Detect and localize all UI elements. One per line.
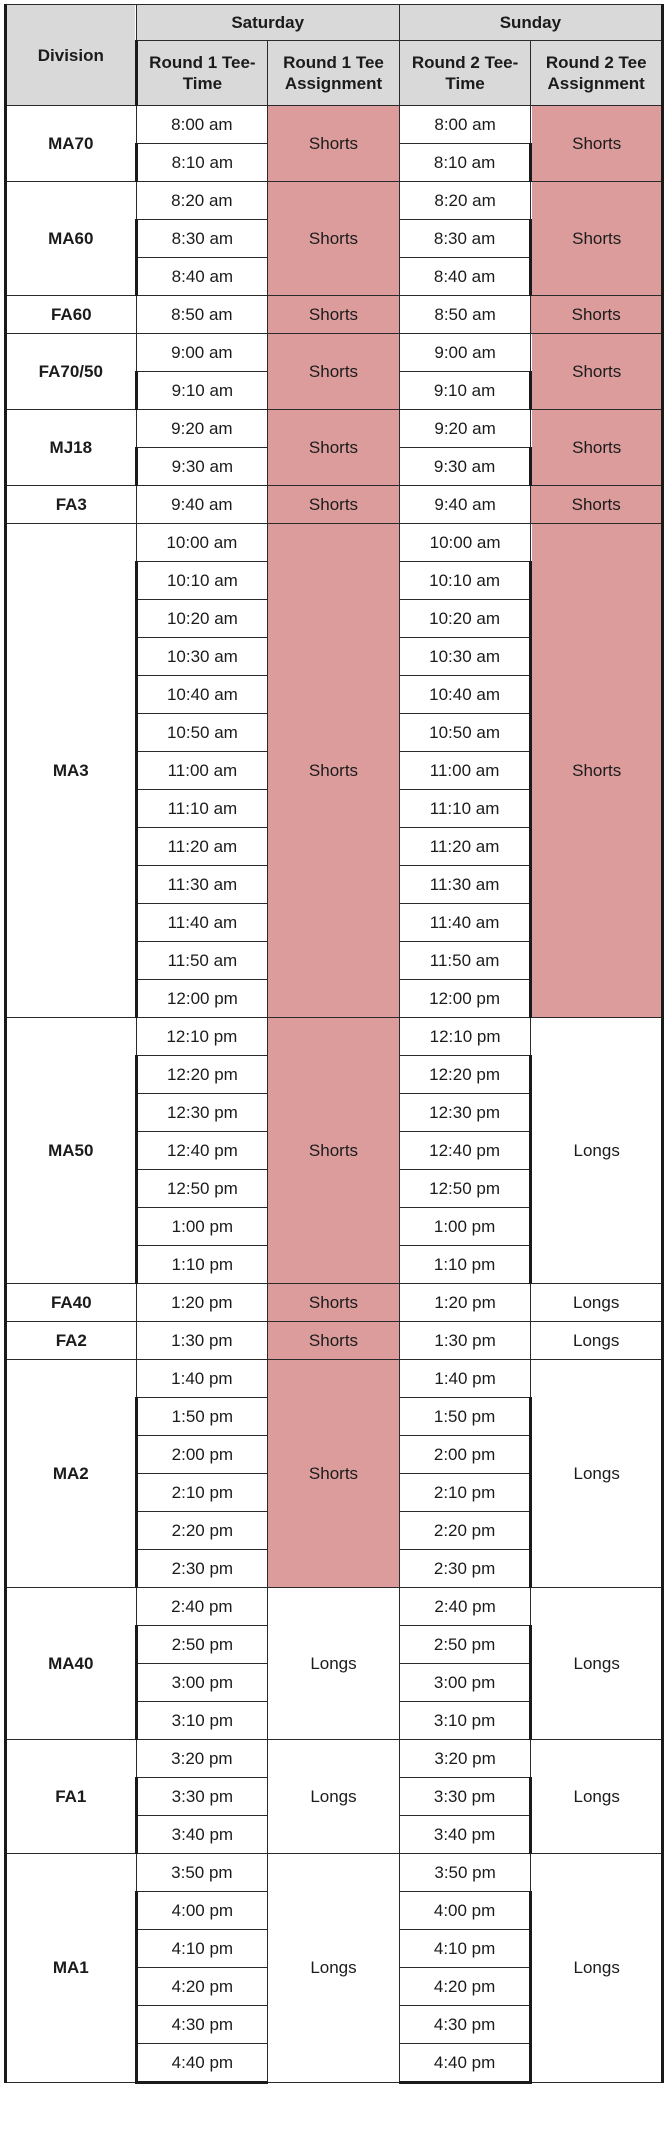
round2-tee-assignment-cell: Shorts [531, 410, 663, 486]
round2-tee-time-cell: 4:20 pm [399, 1968, 531, 2006]
round2-tee-time-cell: 3:10 pm [399, 1702, 531, 1740]
round2-tee-assignment-cell: Longs [531, 1284, 663, 1322]
round1-tee-assignment-cell: Shorts [268, 1018, 400, 1284]
round2-tee-time-cell: 10:10 am [399, 562, 531, 600]
round1-tee-time-cell: 4:10 pm [136, 1930, 268, 1968]
round1-tee-assignment-cell: Longs [268, 1740, 400, 1854]
round2-tee-time-cell: 11:00 am [399, 752, 531, 790]
round1-tee-time-cell: 10:10 am [136, 562, 268, 600]
division-cell: FA1 [6, 1740, 137, 1854]
round2-tee-time-cell: 3:00 pm [399, 1664, 531, 1702]
round2-tee-time-cell: 8:10 am [399, 144, 531, 182]
table-row [6, 334, 663, 372]
table-row [6, 524, 663, 562]
division-cell: FA3 [6, 486, 137, 524]
round2-tee-time-cell: 1:00 pm [399, 1208, 531, 1246]
round2-tee-time-cell: 12:10 pm [399, 1018, 531, 1056]
table-row [6, 1854, 663, 1892]
round1-tee-time-cell: 9:10 am [136, 372, 268, 410]
round1-tee-time-cell: 2:50 pm [136, 1626, 268, 1664]
table-row [6, 1018, 663, 1056]
round1-tee-time-cell: 11:00 am [136, 752, 268, 790]
round1-tee-assignment-cell: Shorts [268, 296, 400, 334]
round2-tee-time-header: Round 2 Tee-Time [399, 41, 531, 106]
round2-tee-time-cell: 4:30 pm [399, 2006, 531, 2044]
round1-tee-assignment-cell: Shorts [268, 486, 400, 524]
round2-tee-assignment-cell: Shorts [531, 296, 663, 334]
round1-tee-time-cell: 12:10 pm [136, 1018, 268, 1056]
round1-tee-time-cell: 2:20 pm [136, 1512, 268, 1550]
table-row [6, 182, 663, 220]
division-cell: MJ18 [6, 410, 137, 486]
round2-tee-time-cell: 10:40 am [399, 676, 531, 714]
round1-tee-time-cell: 3:00 pm [136, 1664, 268, 1702]
round1-tee-time-cell: 12:30 pm [136, 1094, 268, 1132]
round2-tee-time-cell: 12:00 pm [399, 980, 531, 1018]
round2-tee-time-cell: 1:30 pm [399, 1322, 531, 1360]
round1-tee-time-cell: 11:50 am [136, 942, 268, 980]
round1-tee-time-cell: 10:20 am [136, 600, 268, 638]
table-row [6, 410, 663, 448]
division-cell: MA70 [6, 106, 137, 182]
round2-tee-time-cell: 1:10 pm [399, 1246, 531, 1284]
round1-tee-time-cell: 4:40 pm [136, 2044, 268, 2083]
round1-tee-time-cell: 12:00 pm [136, 980, 268, 1018]
round2-tee-time-cell: 9:00 am [399, 334, 531, 372]
table-row [6, 486, 663, 524]
division-cell: FA40 [6, 1284, 137, 1322]
round2-tee-time-cell: 3:30 pm [399, 1778, 531, 1816]
round2-tee-assignment-cell: Shorts [531, 182, 663, 296]
table-row [6, 1740, 663, 1778]
round1-tee-assignment-cell: Shorts [268, 182, 400, 296]
round1-tee-time-cell: 8:30 am [136, 220, 268, 258]
table-row [6, 296, 663, 334]
round2-tee-time-cell: 11:30 am [399, 866, 531, 904]
round2-tee-assignment-cell: Shorts [531, 106, 663, 182]
round1-tee-time-cell: 10:50 am [136, 714, 268, 752]
round1-tee-time-cell: 11:40 am [136, 904, 268, 942]
round1-tee-time-cell: 2:00 pm [136, 1436, 268, 1474]
round2-tee-time-cell: 9:40 am [399, 486, 531, 524]
round1-tee-time-cell: 12:40 pm [136, 1132, 268, 1170]
round1-tee-time-cell: 11:30 am [136, 866, 268, 904]
round1-tee-time-cell: 8:20 am [136, 182, 268, 220]
round2-tee-time-cell: 11:10 am [399, 790, 531, 828]
division-cell: MA1 [6, 1854, 137, 2083]
round2-tee-time-cell: 4:00 pm [399, 1892, 531, 1930]
round2-tee-time-cell: 11:50 am [399, 942, 531, 980]
round1-tee-assignment-cell: Shorts [268, 334, 400, 410]
round1-tee-time-cell: 8:00 am [136, 106, 268, 144]
round1-tee-time-cell: 4:30 pm [136, 2006, 268, 2044]
round2-tee-time-cell: 9:20 am [399, 410, 531, 448]
table-row [6, 1360, 663, 1398]
round1-tee-time-cell: 1:10 pm [136, 1246, 268, 1284]
division-cell: MA3 [6, 524, 137, 1018]
round2-tee-assignment-cell: Longs [531, 1588, 663, 1740]
round1-tee-assignment-cell: Longs [268, 1588, 400, 1740]
schedule-table [4, 4, 664, 2084]
round2-tee-time-cell: 8:50 am [399, 296, 531, 334]
round2-tee-time-cell: 2:20 pm [399, 1512, 531, 1550]
round1-tee-time-cell: 12:50 pm [136, 1170, 268, 1208]
round1-tee-time-cell: 4:00 pm [136, 1892, 268, 1930]
round1-tee-time-cell: 2:10 pm [136, 1474, 268, 1512]
round2-tee-time-cell: 1:50 pm [399, 1398, 531, 1436]
round2-tee-time-cell: 3:50 pm [399, 1854, 531, 1892]
round2-tee-assignment-cell: Longs [531, 1740, 663, 1854]
table-row [6, 1588, 663, 1626]
round2-tee-time-cell: 2:50 pm [399, 1626, 531, 1664]
round1-tee-assignment-cell: Shorts [268, 410, 400, 486]
round2-tee-time-cell: 1:40 pm [399, 1360, 531, 1398]
round1-tee-assignment-cell: Shorts [268, 524, 400, 1018]
round2-tee-time-cell: 10:20 am [399, 600, 531, 638]
sunday-header: Sunday [399, 5, 662, 41]
round1-tee-time-cell: 9:00 am [136, 334, 268, 372]
division-cell: FA2 [6, 1322, 137, 1360]
round2-tee-assignment-cell: Shorts [531, 334, 663, 410]
round2-tee-assignment-cell: Longs [531, 1360, 663, 1588]
table-row [6, 1284, 663, 1322]
round1-tee-assignment-cell: Shorts [268, 1284, 400, 1322]
round1-tee-time-cell: 2:30 pm [136, 1550, 268, 1588]
round2-tee-time-cell: 2:00 pm [399, 1436, 531, 1474]
round1-tee-time-cell: 1:20 pm [136, 1284, 268, 1322]
division-header: Division [6, 5, 137, 106]
round2-tee-time-cell: 12:50 pm [399, 1170, 531, 1208]
division-cell: MA50 [6, 1018, 137, 1284]
round2-tee-assignment-header: Round 2 Tee Assignment [531, 41, 663, 106]
round1-tee-time-cell: 1:40 pm [136, 1360, 268, 1398]
round2-tee-time-cell: 9:30 am [399, 448, 531, 486]
round1-tee-time-cell: 10:00 am [136, 524, 268, 562]
round2-tee-time-cell: 3:40 pm [399, 1816, 531, 1854]
round1-tee-time-cell: 12:20 pm [136, 1056, 268, 1094]
round2-tee-time-cell: 4:10 pm [399, 1930, 531, 1968]
round2-tee-time-cell: 10:50 am [399, 714, 531, 752]
round2-tee-time-cell: 12:30 pm [399, 1094, 531, 1132]
round2-tee-time-cell: 3:20 pm [399, 1740, 531, 1778]
round1-tee-time-header: Round 1 Tee-Time [136, 41, 268, 106]
round2-tee-time-cell: 10:30 am [399, 638, 531, 676]
round2-tee-time-cell: 2:10 pm [399, 1474, 531, 1512]
round2-tee-time-cell: 12:20 pm [399, 1056, 531, 1094]
round1-tee-time-cell: 3:20 pm [136, 1740, 268, 1778]
round1-tee-time-cell: 11:20 am [136, 828, 268, 866]
round1-tee-time-cell: 1:50 pm [136, 1398, 268, 1436]
round1-tee-time-cell: 10:40 am [136, 676, 268, 714]
round2-tee-assignment-cell: Longs [531, 1854, 663, 2083]
saturday-header: Saturday [136, 5, 399, 41]
round1-tee-time-cell: 9:30 am [136, 448, 268, 486]
table-row [6, 106, 663, 144]
round1-tee-time-cell: 2:40 pm [136, 1588, 268, 1626]
round1-tee-time-cell: 11:10 am [136, 790, 268, 828]
round2-tee-assignment-cell: Longs [531, 1018, 663, 1284]
round1-tee-time-cell: 1:00 pm [136, 1208, 268, 1246]
round2-tee-time-cell: 8:00 am [399, 106, 531, 144]
round2-tee-time-cell: 9:10 am [399, 372, 531, 410]
round1-tee-assignment-header: Round 1 Tee Assignment [268, 41, 400, 106]
round1-tee-time-cell: 3:50 pm [136, 1854, 268, 1892]
round2-tee-assignment-cell: Shorts [531, 486, 663, 524]
round2-tee-time-cell: 2:30 pm [399, 1550, 531, 1588]
round1-tee-time-cell: 3:40 pm [136, 1816, 268, 1854]
schedule-body [6, 106, 663, 2083]
round2-tee-time-cell: 1:20 pm [399, 1284, 531, 1322]
round1-tee-time-cell: 8:10 am [136, 144, 268, 182]
header-row-days [6, 5, 663, 41]
round2-tee-time-cell: 2:40 pm [399, 1588, 531, 1626]
round1-tee-time-cell: 3:30 pm [136, 1778, 268, 1816]
round1-tee-assignment-cell: Shorts [268, 1360, 400, 1588]
round1-tee-time-cell: 9:40 am [136, 486, 268, 524]
round1-tee-time-cell: 3:10 pm [136, 1702, 268, 1740]
table-row [6, 1322, 663, 1360]
round1-tee-time-cell: 8:40 am [136, 258, 268, 296]
division-cell: FA70/50 [6, 334, 137, 410]
round2-tee-time-cell: 8:40 am [399, 258, 531, 296]
round2-tee-time-cell: 8:20 am [399, 182, 531, 220]
round1-tee-time-cell: 8:50 am [136, 296, 268, 334]
tee-time-schedule [4, 4, 664, 2084]
round1-tee-time-cell: 9:20 am [136, 410, 268, 448]
round2-tee-time-cell: 4:40 pm [399, 2044, 531, 2083]
round2-tee-time-cell: 12:40 pm [399, 1132, 531, 1170]
round2-tee-time-cell: 8:30 am [399, 220, 531, 258]
division-cell: FA60 [6, 296, 137, 334]
round1-tee-time-cell: 1:30 pm [136, 1322, 268, 1360]
division-cell: MA60 [6, 182, 137, 296]
round2-tee-assignment-cell: Longs [531, 1322, 663, 1360]
round1-tee-assignment-cell: Shorts [268, 1322, 400, 1360]
round2-tee-assignment-cell: Shorts [531, 524, 663, 1018]
round2-tee-time-cell: 11:40 am [399, 904, 531, 942]
round1-tee-time-cell: 4:20 pm [136, 1968, 268, 2006]
division-cell: MA2 [6, 1360, 137, 1588]
round1-tee-assignment-cell: Shorts [268, 106, 400, 182]
round2-tee-time-cell: 10:00 am [399, 524, 531, 562]
round1-tee-time-cell: 10:30 am [136, 638, 268, 676]
round1-tee-assignment-cell: Longs [268, 1854, 400, 2083]
round2-tee-time-cell: 11:20 am [399, 828, 531, 866]
division-cell: MA40 [6, 1588, 137, 1740]
